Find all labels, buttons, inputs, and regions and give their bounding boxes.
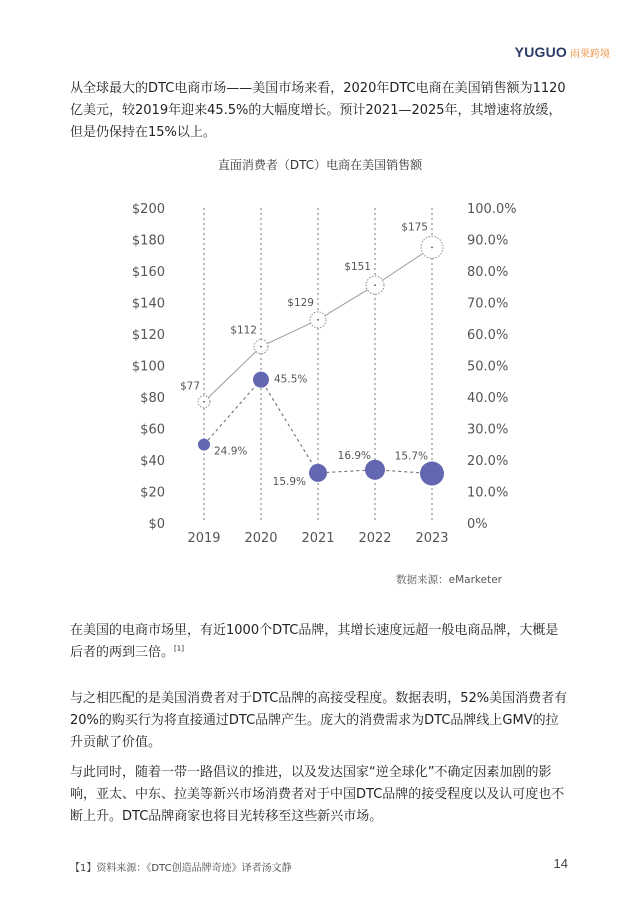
growth-value-label: 16.9% [337,449,371,462]
right-tick-label: 70.0% [467,296,509,312]
footnote: 【1】资料来源：《DTC创造品牌奇迹》译者汤文静 [70,863,292,874]
series-data-labels [180,221,428,488]
left-axis-ticks [132,202,165,532]
right-tick-label: 60.0% [467,328,509,343]
dtc-sales-chart [130,150,517,590]
market-paragraph [70,620,570,664]
chart-title: 直面消费者（DTC）电商在美国销售额 [217,158,423,172]
x-tick-label: 2021 [301,531,335,546]
left-tick-label: $160 [131,265,165,280]
chart-svg [130,150,517,590]
left-tick-label: $140 [131,296,165,312]
left-tick-label: $180 [131,233,165,249]
left-tick-label: $80 [140,391,165,406]
left-tick-label: $0 [148,517,165,532]
right-tick-label: 20.0% [467,454,509,469]
x-tick-label: 2019 [187,531,221,546]
right-tick-label: 0% [467,517,488,532]
sales-point-center [317,319,319,321]
left-tick-label: $100 [131,359,165,375]
x-tick-label: 2022 [358,531,392,546]
right-tick-label: 50.0% [467,359,509,375]
right-tick-label: 80.0% [467,265,509,280]
sales-value-label: $77 [179,380,200,393]
logo-text-en: YUGUO [514,44,567,60]
logo-text-cn: 雨果跨境 [570,49,610,60]
left-tick-label: $60 [140,422,165,438]
growth-value-label: 24.9% [214,445,248,458]
x-tick-label: 2020 [244,531,278,546]
growth-point [420,462,444,486]
brand-logo [515,44,610,60]
footnote-ref: [1] [174,644,184,653]
page-number: 14 [553,856,568,871]
right-tick-label: 90.0% [467,233,509,249]
consumer-paragraph: 与之相匹配的是美国消费者对于DTC品牌的高接受程度。数据表明，52%美国消费者有20%的购买行为将直接通过DTC品牌产生。庞大的消费需求为DTC品牌线上GMV的拉升贡献了价值。 [70,691,568,750]
right-axis-ticks [467,202,517,532]
right-tick-label: 40.0% [467,391,509,406]
chart-source: 数据来源：eMarketer [396,574,502,586]
growth-point [309,464,327,482]
growth-point [365,460,385,480]
growth-value-label: 15.9% [272,475,306,488]
left-tick-label: $20 [140,485,165,501]
x-tick-label: 2023 [415,531,449,546]
right-tick-label: 100.0% [467,202,517,217]
growth-point [253,372,269,388]
x-axis-ticks [187,531,448,546]
left-tick-label: $40 [140,454,165,469]
left-tick-label: $200 [131,202,165,217]
left-tick-label: $120 [131,328,165,343]
sales-point-center [203,401,205,403]
emerging-market-paragraph: 与此同时，随着一带一路倡议的推进，以及发达国家“逆全球化”不确定因素加剧的影响，亚太、中东、拉美等新兴市场消费者对于中国DTC品牌的接受程度以及认可度也不断上升。DTC品牌商家也将目光转移至这些新兴市场。 [70,765,565,824]
right-tick-label: 10.0% [467,485,509,501]
growth-value-label: 45.5% [274,373,308,386]
growth-point [198,439,210,451]
sales-point-center [431,246,433,248]
right-tick-label: 30.0% [467,422,509,438]
sales-point-center [260,346,262,348]
sales-value-label: $175 [401,221,428,234]
growth-value-label: 15.7% [394,450,428,463]
sales-value-label: $129 [287,296,314,309]
sales-value-label: $151 [344,261,371,274]
sales-point-center [374,284,376,286]
intro-paragraph: 从全球最大的DTC电商市场——美国市场来看，2020年DTC电商在美国销售额为1120亿美元，较2019年迎来45.5%的大幅度增长。预计2021—2025年，其增速将放缓，但是仍保持在15%以上。 [70,81,566,140]
sales-value-label: $112 [230,324,257,337]
market-paragraph-text: 在美国的电商市场里，有近1000个DTC品牌，其增长速度远超一般电商品牌，大概是后者的两到三倍。 [70,623,559,660]
